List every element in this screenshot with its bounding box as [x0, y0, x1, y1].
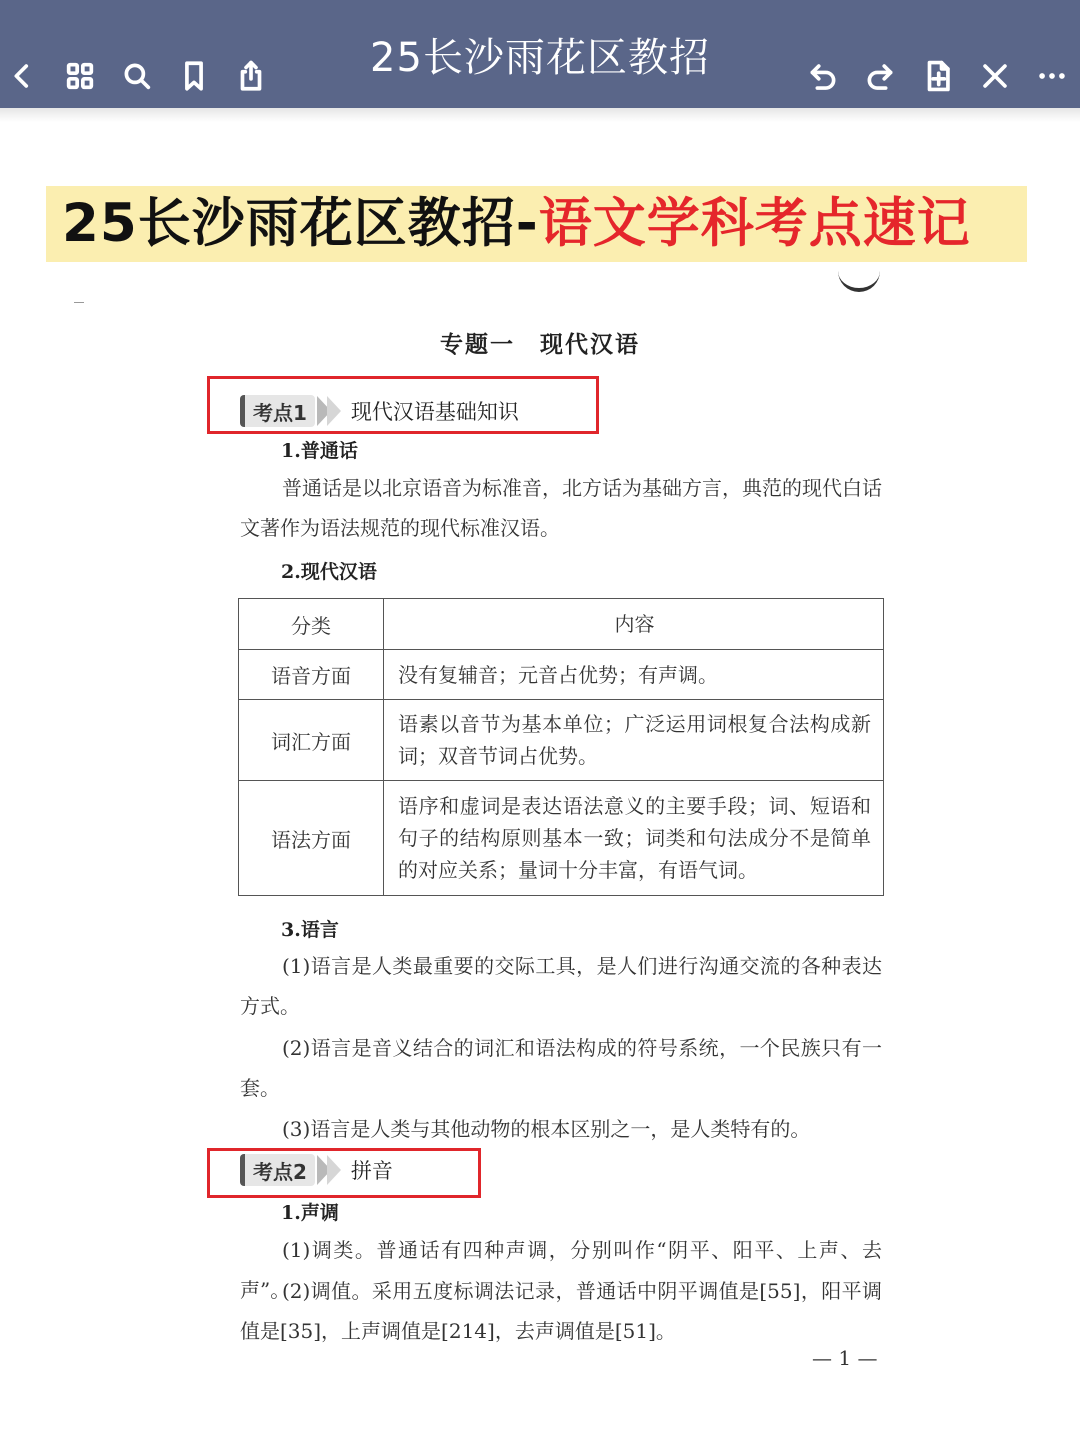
table-cell-content: 语序和虚词是表达语法意义的主要手段；词、短语和句子的结构原则基本一致；词类和句法成分不是简单的对应关系；量词十分丰富，有语气词。: [384, 781, 884, 896]
paragraph-yuyan-3: (3)语言是人类与其他动物的根本区别之一，是人类特有的。: [282, 1117, 811, 1141]
close-icon[interactable]: [975, 56, 1015, 96]
table-cell-category: 语音方面: [239, 650, 384, 700]
kaodian1-badge: 考点1: [240, 395, 315, 427]
toolbar-shadow: [0, 108, 1080, 122]
decorative-mark: [838, 266, 880, 292]
page-number: — 1 —: [812, 1346, 878, 1370]
chapter-title: 专题一 现代汉语: [440, 332, 640, 358]
kaodian2-name: 拼音: [350, 1159, 393, 1183]
banner-title-red: 语文学科考点速记: [538, 193, 971, 254]
section-heading-yuyan: 3.语言: [281, 919, 339, 941]
add-page-icon[interactable]: [918, 56, 958, 96]
section-heading-shengdiao: 1.声调: [281, 1202, 339, 1224]
bookmark-icon[interactable]: [174, 56, 214, 96]
back-icon[interactable]: [2, 56, 42, 96]
section-heading-xiandai: 2.现代汉语: [281, 561, 377, 583]
paragraph-shengdiao-2: (2)调值。采用五度标调法记录，普通话中阴平调值是[55]，阳平调值是[35]，上声调值是[214]，去声调值是[51]。: [240, 1279, 882, 1343]
table-header-cell: 内容: [384, 599, 884, 650]
table-row: [239, 781, 884, 896]
paragraph-yuyan-1: (1)语言是人类最重要的交际工具，是人们进行沟通交流的各种表达方式。: [240, 954, 882, 1018]
search-icon[interactable]: [117, 56, 157, 96]
table-cell-content: 没有复辅音；元音占优势；有声调。: [384, 650, 884, 700]
kaodian1-header: [240, 394, 519, 428]
grid-icon[interactable]: [60, 56, 100, 96]
table-cell-content: 语素以音节为基本单位；广泛运用词根复合法构成新词；双音节词占优势。: [384, 700, 884, 781]
kaodian1-name: 现代汉语基础知识: [350, 400, 519, 424]
divider: [74, 302, 84, 303]
table-header-cell: 分类: [239, 599, 384, 650]
kaodian2-header: [240, 1153, 393, 1187]
paragraph-shengdiao-1: (1)调类。普通话有四种声调，分别叫作“阴平、阳平、上声、去声”。: [240, 1238, 882, 1302]
paragraph-putonghua: 普通话是以北京语音为标准音，北方话为基础方言，典范的现代白话文著作为语法规范的现代标准汉语。: [240, 476, 882, 540]
share-icon[interactable]: [231, 56, 271, 96]
banner-title: [62, 192, 971, 256]
table-cell-category: 语法方面: [239, 781, 384, 896]
summary-table: [238, 598, 884, 896]
document-title: 25长沙雨花区教招: [370, 35, 710, 81]
more-icon[interactable]: [1032, 56, 1072, 96]
redo-icon[interactable]: [860, 56, 900, 96]
top-toolbar: [0, 0, 1080, 108]
table-row: [239, 650, 884, 700]
chevron-icon: [317, 1155, 337, 1185]
table-cell-category: 词汇方面: [239, 700, 384, 781]
banner-title-black: 25长沙雨花区教招-: [62, 193, 539, 254]
table-row: [239, 700, 884, 781]
kaodian2-badge: 考点2: [240, 1154, 315, 1186]
chevron-icon: [317, 396, 337, 426]
table-header-row: [239, 599, 884, 650]
section-heading-putonghua: 1.普通话: [281, 440, 358, 462]
undo-icon[interactable]: [803, 56, 843, 96]
paragraph-yuyan-2: (2)语言是音义结合的词汇和语法构成的符号系统，一个民族只有一套。: [240, 1036, 882, 1100]
